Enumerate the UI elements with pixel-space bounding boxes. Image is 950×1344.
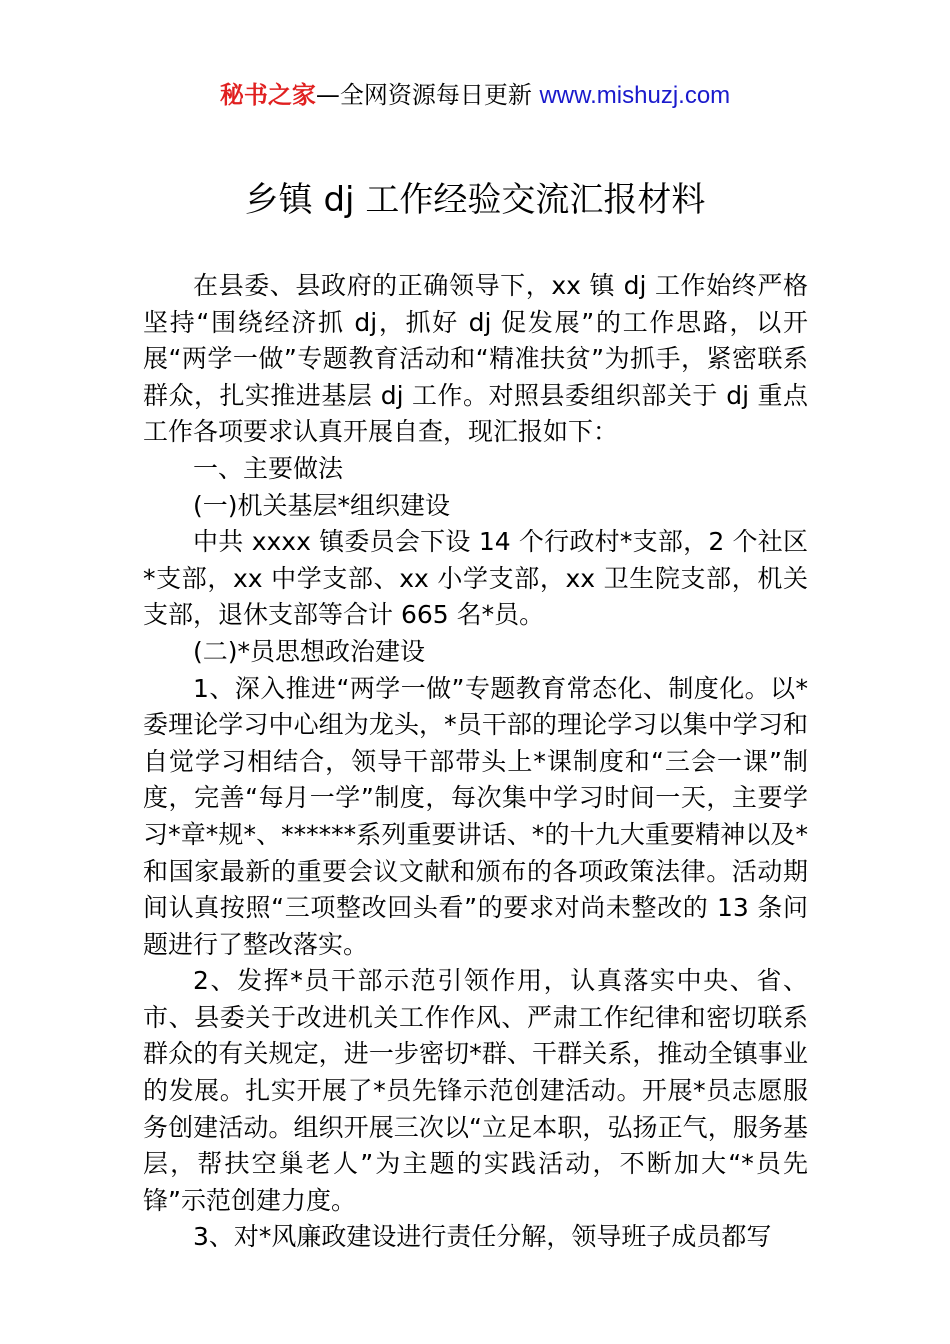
section-heading-main-practices: 一、主要做法	[193, 453, 344, 483]
site-url-link[interactable]: www.mishuzj.com	[539, 82, 731, 109]
brand-name: 秘书之家	[219, 81, 316, 109]
banner-tagline: —全网资源每日更新	[315, 81, 540, 109]
item-2-paragraph: 2、发挥*员干部示范引领作用，认真落实中央、省、市、县委关于改进机关工作作风、严肃工作纪律和密切联系群众的有关规定，进一步密切*群、干群关系，推动全镇事业的发展。扎实开展了*员先锋示范创建活动。开展*员志愿服务创建活动。组织开展三次以“立足本职，弘扬正气，服务基层，帮扶空巢老人”为主题的实践活动，不断加大“*员先锋”示范创建力度。	[143, 966, 808, 1215]
subsection-heading-organization: (一)机关基层*组织建设	[193, 490, 451, 520]
item-1-paragraph: 1、深入推进“两学一做”专题教育常态化、制度化。以*委理论学习中心组为龙头，*员干部的理论学习以集中学习和自觉学习相结合，领导干部带头上*课制度和“三会一课”制度，完善“每月一学”制度，每次集中学习时间一天，主要学习*章*规*、******系列重要讲话、*的十九大重要精神以及*和国家最新的重要会议文献和颁布的各项政策法律。活动期间认真按照“三项整改回头看”的要求对尚未整改的 13 条问题进行了整改落实。	[143, 673, 808, 959]
organization-paragraph: 中共 xxxx 镇委员会下设 14 个行政村*支部，2 个社区*支部，xx 中学支部、xx 小学支部，xx 卫生院支部，机关支部，退休支部等合计 665 名*员。	[143, 527, 808, 630]
site-banner	[0, 80, 950, 111]
document-body	[143, 268, 808, 1256]
item-3-paragraph: 3、对*风廉政建设进行责任分解，领导班子成员都写	[193, 1222, 772, 1252]
intro-paragraph: 在县委、县政府的正确领导下，xx 镇 dj 工作始终严格坚持“围绕经济抓 dj，抓好 dj 促发展”的工作思路，以开展“两学一做”专题教育活动和“精准扶贫”为抓手，紧密联系群众，扎实推进基层 dj 工作。对照县委组织部关于 dj 重点工作各项要求认真开展自查，现汇报如下：	[143, 271, 808, 447]
subsection-heading-ideology: (二)*员思想政治建设	[193, 636, 426, 666]
document-title: 乡镇 dj 工作经验交流汇报材料	[244, 180, 706, 220]
